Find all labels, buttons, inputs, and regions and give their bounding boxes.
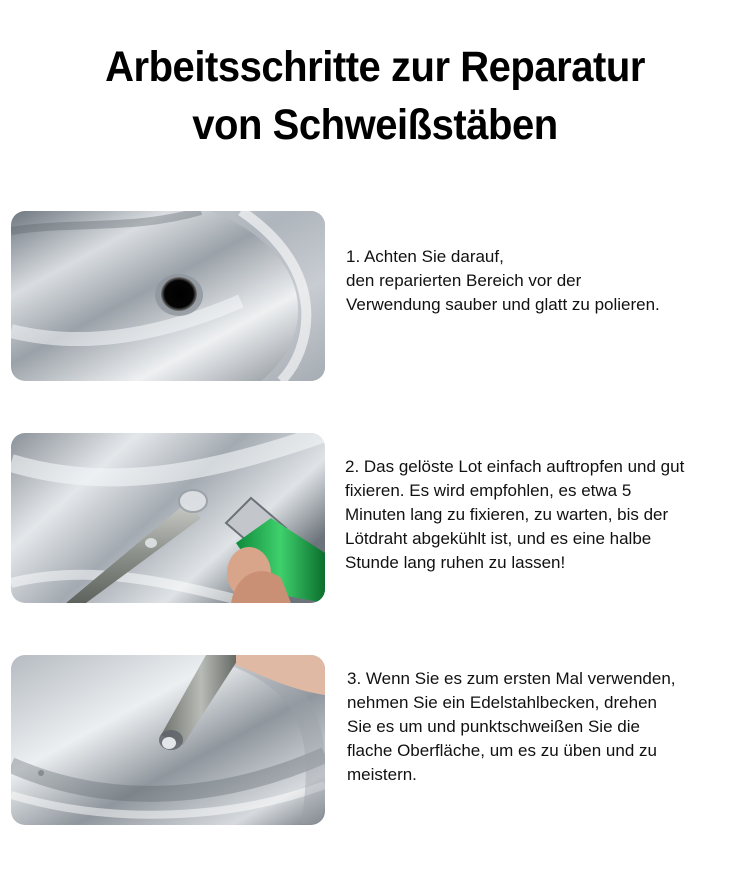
step-2-line: Stunde lang ruhen zu lassen! [345,553,566,572]
title-line-2: von Schweißstäben [192,101,558,149]
welding-rod-lighter-photo [11,433,325,603]
spot-weld-practice-photo [11,655,325,825]
step-3-line: Sie es um und punktschweißen Sie die [347,717,640,736]
step-2-line: 2. Das gelöste Lot einfach auftropfen und gut [345,457,685,476]
step-3-line: meistern. [347,765,417,784]
step-2-text [345,455,684,575]
step-3-line: nehmen Sie ein Edelstahlbecken, drehen [347,693,657,712]
step-1-line: 1. Achten Sie darauf, [346,247,504,266]
step-3-text [347,667,676,787]
title-line-1: Arbeitsschritte zur Reparatur [105,43,645,91]
step-3-line: 3. Wenn Sie es zum ersten Mal verwenden, [347,669,676,688]
page-title [26,38,724,154]
step-1-line: den reparierten Bereich vor der [346,271,582,290]
step-3-line: flache Oberfläche, um es zu üben und zu [347,741,657,760]
step-1-text [346,245,660,317]
step-2-line: fixieren. Es wird empfohlen, es etwa 5 [345,481,632,500]
polished-steel-hole-photo [11,211,325,381]
step-2-line: Minuten lang zu fixieren, zu warten, bis der [345,505,669,524]
step-2-line: Lötdraht abgekühlt ist, und es eine halbe [345,529,652,548]
step-1-line: Verwendung sauber und glatt zu polieren. [346,295,660,314]
